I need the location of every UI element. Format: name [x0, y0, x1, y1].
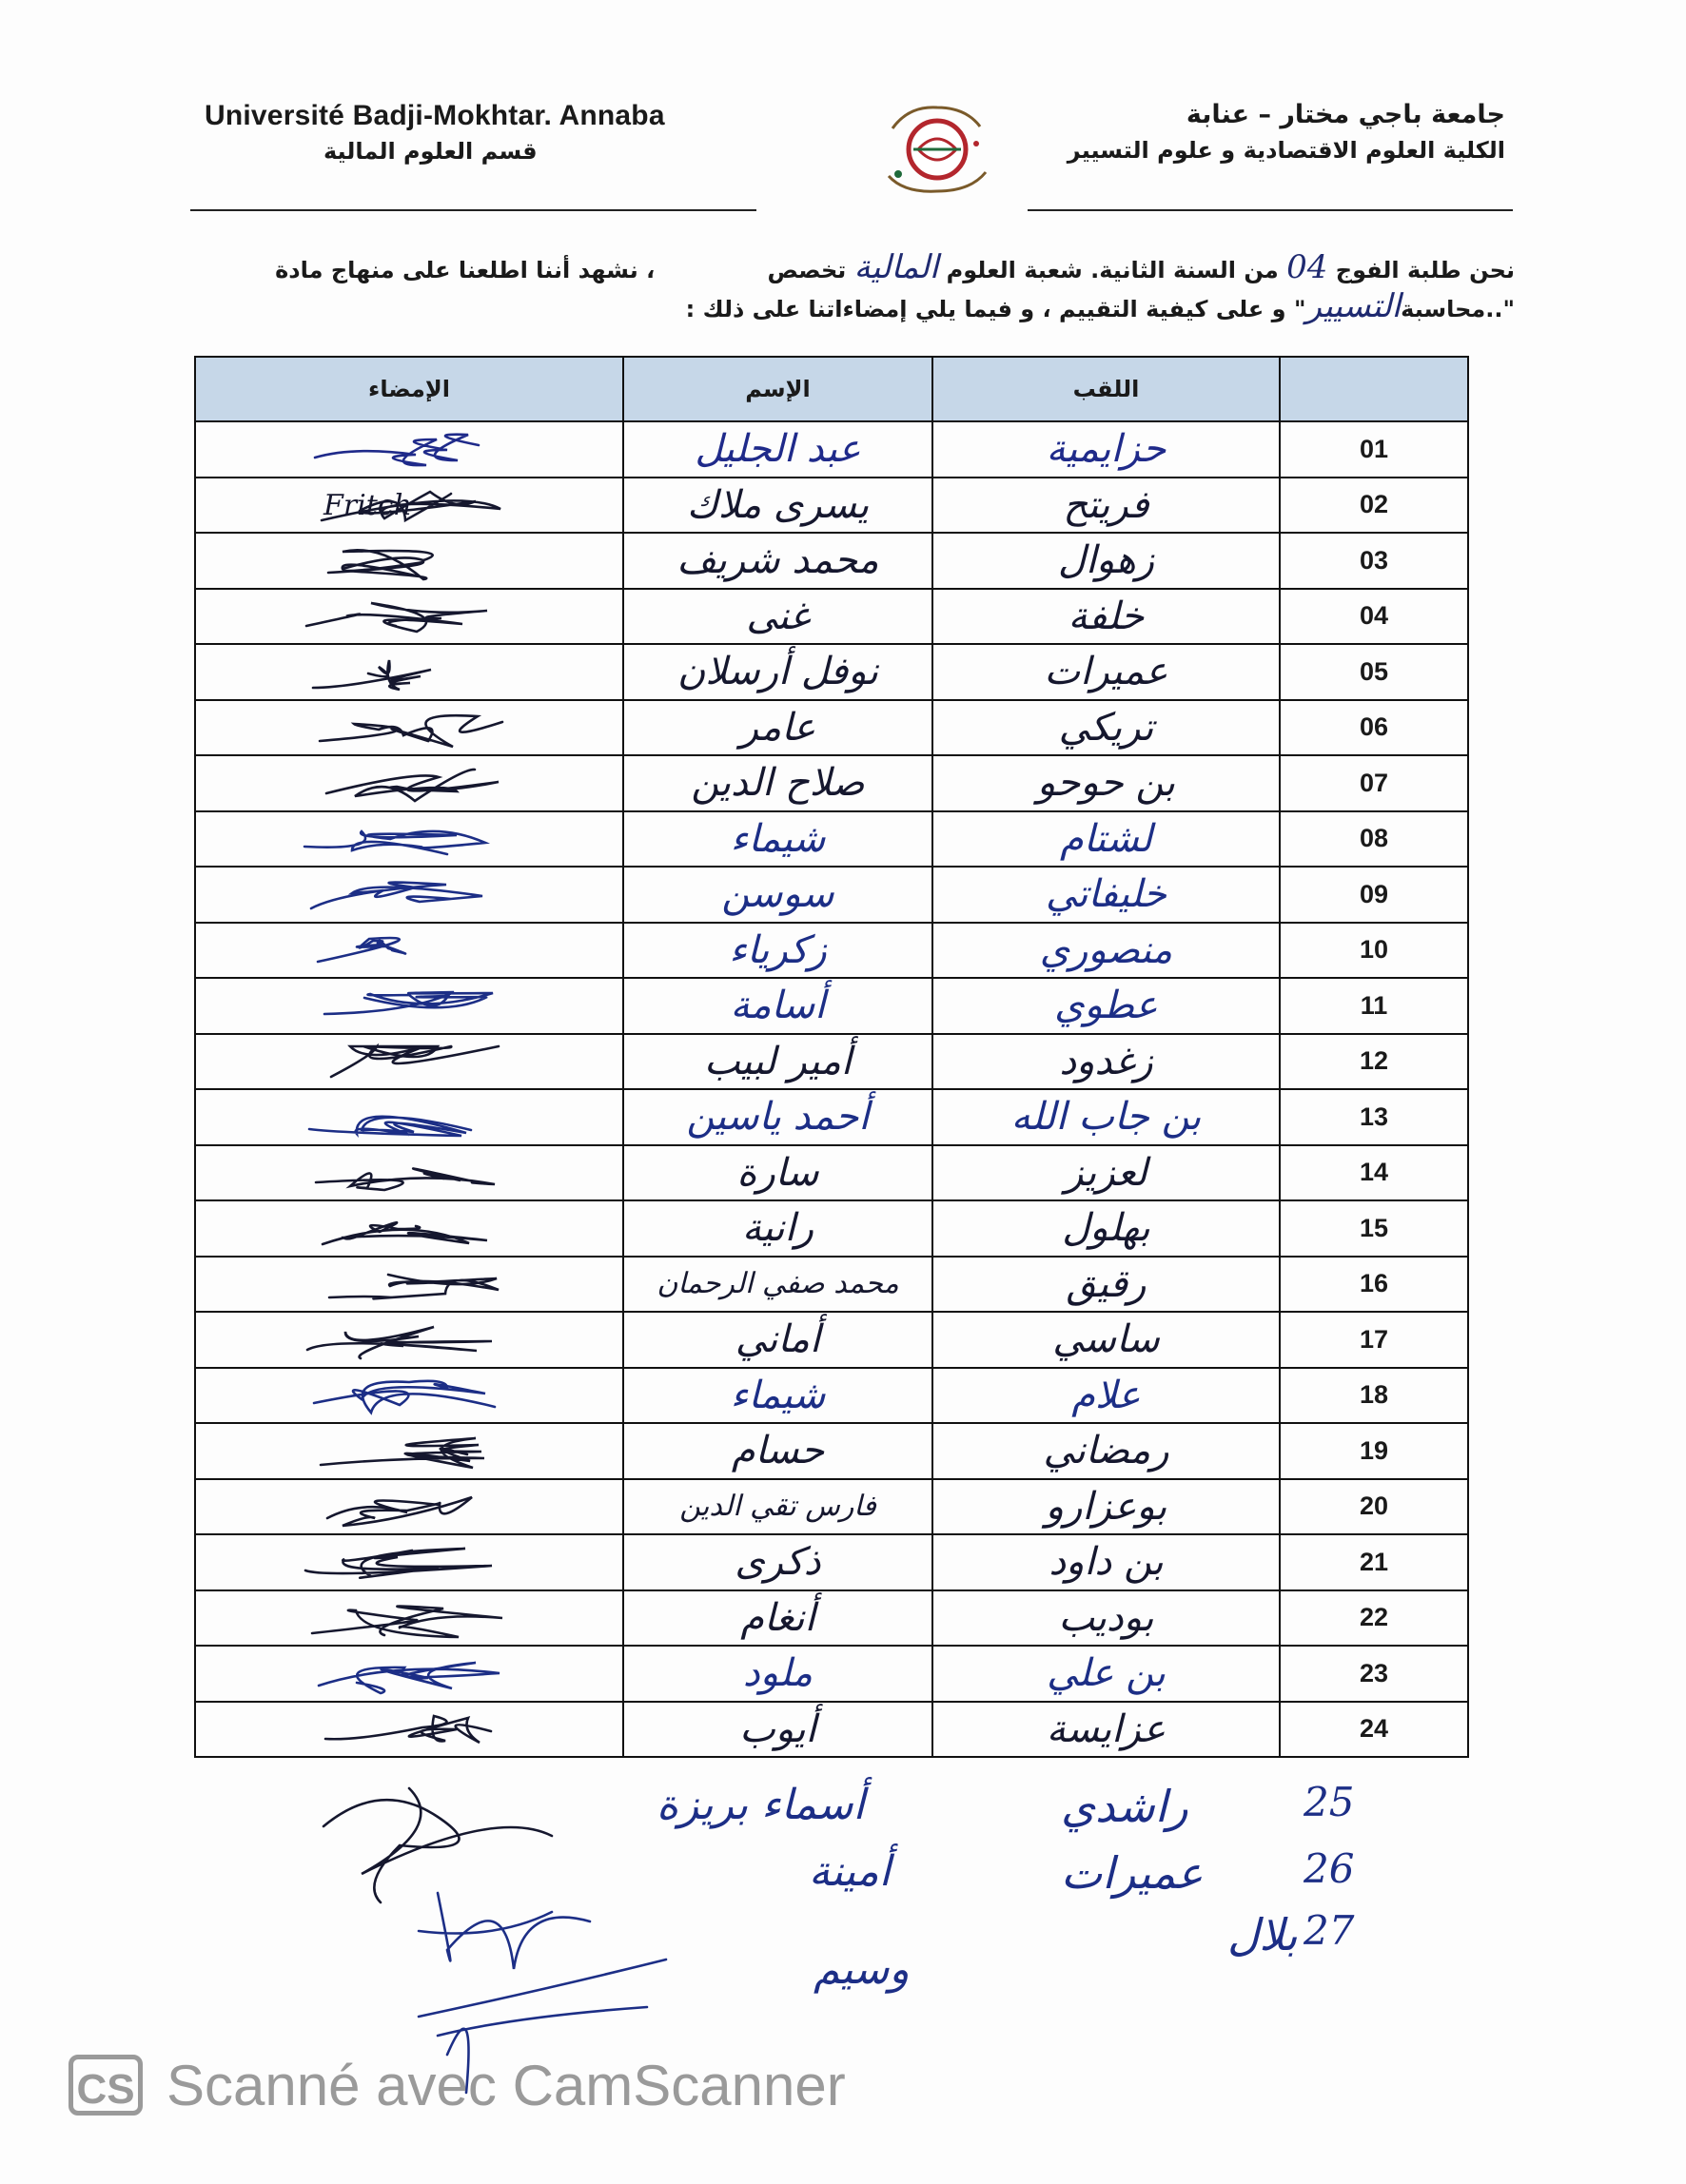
handwritten-signature — [266, 480, 552, 530]
handwritten-signature — [266, 1482, 552, 1531]
handwritten-signature — [266, 1092, 552, 1141]
row-number-cell: 11 — [1280, 978, 1468, 1034]
family-name-cell: زغدود — [932, 1034, 1280, 1090]
family-name-cell: بهلول — [932, 1200, 1280, 1257]
handwritten-signature — [266, 1648, 552, 1698]
handwritten-signature — [266, 1315, 552, 1364]
family-name-cell: بن جاب الله — [932, 1089, 1280, 1145]
statement-line-2: "..محاسبةالتسيير" و على كيفية التقييم ، و فيما يلي إمضاءاتنا على ذلك : — [685, 287, 1515, 325]
signature-cell — [195, 533, 623, 589]
header-signature: الإمضاء — [195, 357, 623, 421]
row-number-cell: 12 — [1280, 1034, 1468, 1090]
table-row — [195, 1534, 1468, 1590]
handwritten-signature — [266, 981, 552, 1030]
header-family-name: اللقب — [932, 357, 1280, 421]
table-row — [195, 1646, 1468, 1702]
signature-cell — [195, 700, 623, 756]
table-row — [195, 1089, 1468, 1145]
handwritten-signature — [266, 1705, 552, 1754]
table-row — [195, 867, 1468, 923]
extra-family-name: عميرات — [1061, 1847, 1204, 1899]
extra-family-name: راشدي — [1061, 1781, 1188, 1832]
department-name: قسم العلوم المالية — [323, 138, 538, 165]
signature-text: Fritch — [323, 488, 412, 522]
first-name-cell: أحمد ياسين — [623, 1089, 932, 1145]
family-name-cell: بن داود — [932, 1534, 1280, 1590]
faculty-name: الكلية العلوم الاقتصادية و علوم التسيير — [1067, 137, 1505, 164]
signature-cell — [195, 1312, 623, 1368]
family-name-cell: ساسي — [932, 1312, 1280, 1368]
signature-cell — [195, 1479, 623, 1535]
row-number-cell: 16 — [1280, 1257, 1468, 1313]
extra-row-number: 25 — [1304, 1779, 1355, 1825]
table-row — [195, 1312, 1468, 1368]
handwritten-signature — [266, 703, 552, 752]
signature-cell — [195, 421, 623, 478]
handwritten-signature — [266, 758, 552, 808]
table-header-row — [195, 357, 1468, 421]
row-number-cell: 06 — [1280, 700, 1468, 756]
first-name-cell: أنغام — [623, 1590, 932, 1647]
subject-handwritten: التسيير — [1305, 287, 1402, 325]
first-name-cell: فارس تقي الدين — [623, 1479, 932, 1535]
family-name-cell: بن حوحو — [932, 755, 1280, 811]
extra-row-number: 26 — [1304, 1845, 1355, 1892]
family-name-cell: عميرات — [932, 644, 1280, 700]
row-number-cell: 07 — [1280, 755, 1468, 811]
statement-line-1: نحن طلبة الفوج 04 من السنة الثانية. شعبة العلوم المالية تخصص ، نشهد أننا اطلعنا على منهاج مادة — [275, 248, 1515, 286]
signature-cell — [195, 478, 623, 534]
group-number: 04 — [1286, 248, 1328, 286]
table-row — [195, 923, 1468, 979]
attendance-table — [194, 356, 1469, 1758]
handwritten-signature — [266, 1593, 552, 1643]
handwritten-signature — [266, 1148, 552, 1198]
first-name-cell: ملود — [623, 1646, 932, 1702]
family-name-cell: حزايمية — [932, 421, 1280, 478]
table-row — [195, 421, 1468, 478]
extra-first-name: أسماء بريزة — [657, 1781, 865, 1829]
table-row — [195, 978, 1468, 1034]
family-name-cell: لعزيز — [932, 1145, 1280, 1201]
first-name-cell: محمد شريف — [623, 533, 932, 589]
row-number-cell: 17 — [1280, 1312, 1468, 1368]
university-name-ar: جامعة باجي مختار – عنابة — [1186, 100, 1505, 129]
handwritten-signature — [266, 1371, 552, 1420]
handwritten-signature — [266, 1259, 552, 1309]
row-number-cell: 01 — [1280, 421, 1468, 478]
table-row — [195, 533, 1468, 589]
row-number-cell: 13 — [1280, 1089, 1468, 1145]
extra-family-name: بلال — [1227, 1909, 1298, 1960]
signature-cell — [195, 1145, 623, 1201]
header-number — [1280, 357, 1468, 421]
table-row — [195, 589, 1468, 645]
row-number-cell: 14 — [1280, 1145, 1468, 1201]
family-name-cell: بن علي — [932, 1646, 1280, 1702]
row-number-cell: 24 — [1280, 1702, 1468, 1758]
signature-cell — [195, 1702, 623, 1758]
first-name-cell: سوسن — [623, 867, 932, 923]
header-left — [205, 100, 680, 165]
signature-cell — [195, 923, 623, 979]
signature-cell — [195, 1590, 623, 1647]
first-name-cell: زكرياء — [623, 923, 932, 979]
extra-first-name: أمينة — [809, 1847, 891, 1896]
family-name-cell: فريتح — [932, 478, 1280, 534]
family-name-cell: بوديب — [932, 1590, 1280, 1647]
signature-cell — [195, 811, 623, 868]
handwritten-signature — [266, 869, 552, 919]
first-name-cell: غنى — [623, 589, 932, 645]
attestation-statement — [164, 249, 1515, 327]
first-name-cell: سارة — [623, 1145, 932, 1201]
first-name-cell: محمد صفي الرحمان — [623, 1257, 932, 1313]
handwritten-signature — [266, 814, 552, 864]
family-name-cell: زهوال — [932, 533, 1280, 589]
table-row — [195, 478, 1468, 534]
camscanner-badge-icon: CS — [69, 2055, 143, 2116]
family-name-cell: بوعزارو — [932, 1479, 1280, 1535]
handwritten-signature — [266, 1203, 552, 1253]
first-name-cell: يسرى ملاك — [623, 478, 932, 534]
row-number-cell: 10 — [1280, 923, 1468, 979]
handwritten-signature — [266, 1537, 552, 1587]
row-number-cell: 03 — [1280, 533, 1468, 589]
header-name: الإسم — [623, 357, 932, 421]
handwritten-signature — [266, 926, 552, 975]
row-number-cell: 08 — [1280, 811, 1468, 868]
table-row — [195, 1590, 1468, 1647]
row-number-cell: 22 — [1280, 1590, 1468, 1647]
table-row — [195, 1200, 1468, 1257]
signature-cell — [195, 1089, 623, 1145]
table-row — [195, 644, 1468, 700]
handwritten-signature — [266, 1426, 552, 1475]
signature-cell — [195, 1368, 623, 1424]
family-name-cell: عطوي — [932, 978, 1280, 1034]
header-rule-left — [190, 209, 756, 211]
signature-cell — [195, 1034, 623, 1090]
table-row — [195, 1479, 1468, 1535]
family-name-cell: رمضاني — [932, 1423, 1280, 1479]
first-name-cell: أيوب — [623, 1702, 932, 1758]
signature-cell — [195, 867, 623, 923]
table-row — [195, 1145, 1468, 1201]
row-number-cell: 09 — [1280, 867, 1468, 923]
handwritten-signature — [266, 1037, 552, 1086]
row-number-cell: 23 — [1280, 1646, 1468, 1702]
header-rule-right — [1028, 209, 1513, 211]
row-number-cell: 18 — [1280, 1368, 1468, 1424]
row-number-cell: 15 — [1280, 1200, 1468, 1257]
table-row — [195, 811, 1468, 868]
signature-cell — [195, 589, 623, 645]
family-name-cell: لشتام — [932, 811, 1280, 868]
first-name-cell: أمير لبيب — [623, 1034, 932, 1090]
extra-row-number: 27 — [1304, 1907, 1355, 1954]
first-name-cell: عبد الجليل — [623, 421, 932, 478]
table-row — [195, 755, 1468, 811]
row-number-cell: 02 — [1280, 478, 1468, 534]
family-name-cell: رقيق — [932, 1257, 1280, 1313]
family-name-cell: علام — [932, 1368, 1280, 1424]
table-row — [195, 1368, 1468, 1424]
row-number-cell: 19 — [1280, 1423, 1468, 1479]
first-name-cell: رانية — [623, 1200, 932, 1257]
signature-cell — [195, 1200, 623, 1257]
first-name-cell: ذكرى — [623, 1534, 932, 1590]
family-name-cell: منصوري — [932, 923, 1280, 979]
signature-cell — [195, 978, 623, 1034]
handwritten-signature — [266, 647, 552, 696]
signature-cell — [195, 1646, 623, 1702]
row-number-cell: 05 — [1280, 644, 1468, 700]
signature-cell — [195, 1257, 623, 1313]
handwritten-signature — [266, 424, 552, 474]
family-name-cell: عزايسة — [932, 1702, 1280, 1758]
first-name-cell: شيماء — [623, 1368, 932, 1424]
first-name-cell: أسامة — [623, 978, 932, 1034]
first-name-cell: صلاح الدين — [623, 755, 932, 811]
family-name-cell: تريكي — [932, 700, 1280, 756]
signature-cell — [195, 1423, 623, 1479]
row-number-cell: 21 — [1280, 1534, 1468, 1590]
table-row — [195, 1257, 1468, 1313]
first-name-cell: نوفل أرسلان — [623, 644, 932, 700]
first-name-cell: شيماء — [623, 811, 932, 868]
first-name-cell: عامر — [623, 700, 932, 756]
handwritten-signature — [266, 536, 552, 585]
specialty-handwritten: المالية — [853, 248, 939, 286]
table-row — [195, 1702, 1468, 1758]
extra-first-name: وسيم — [814, 1945, 910, 1994]
row-number-cell: 20 — [1280, 1479, 1468, 1535]
table-row — [195, 1034, 1468, 1090]
signature-cell — [195, 755, 623, 811]
family-name-cell: خلفة — [932, 589, 1280, 645]
university-name-fr: Université Badji-Mokhtar. Annaba — [205, 100, 665, 131]
table-row — [195, 700, 1468, 756]
row-number-cell: 04 — [1280, 589, 1468, 645]
first-name-cell: أماني — [623, 1312, 932, 1368]
camscanner-watermark: Scanné avec CamScanner — [167, 2054, 846, 2117]
first-name-cell: حسام — [623, 1423, 932, 1479]
family-name-cell: خليفاتي — [932, 867, 1280, 923]
signature-cell — [195, 1534, 623, 1590]
signature-cell — [195, 644, 623, 700]
handwritten-signature — [266, 592, 552, 641]
table-row — [195, 1423, 1468, 1479]
header-right — [972, 100, 1505, 164]
